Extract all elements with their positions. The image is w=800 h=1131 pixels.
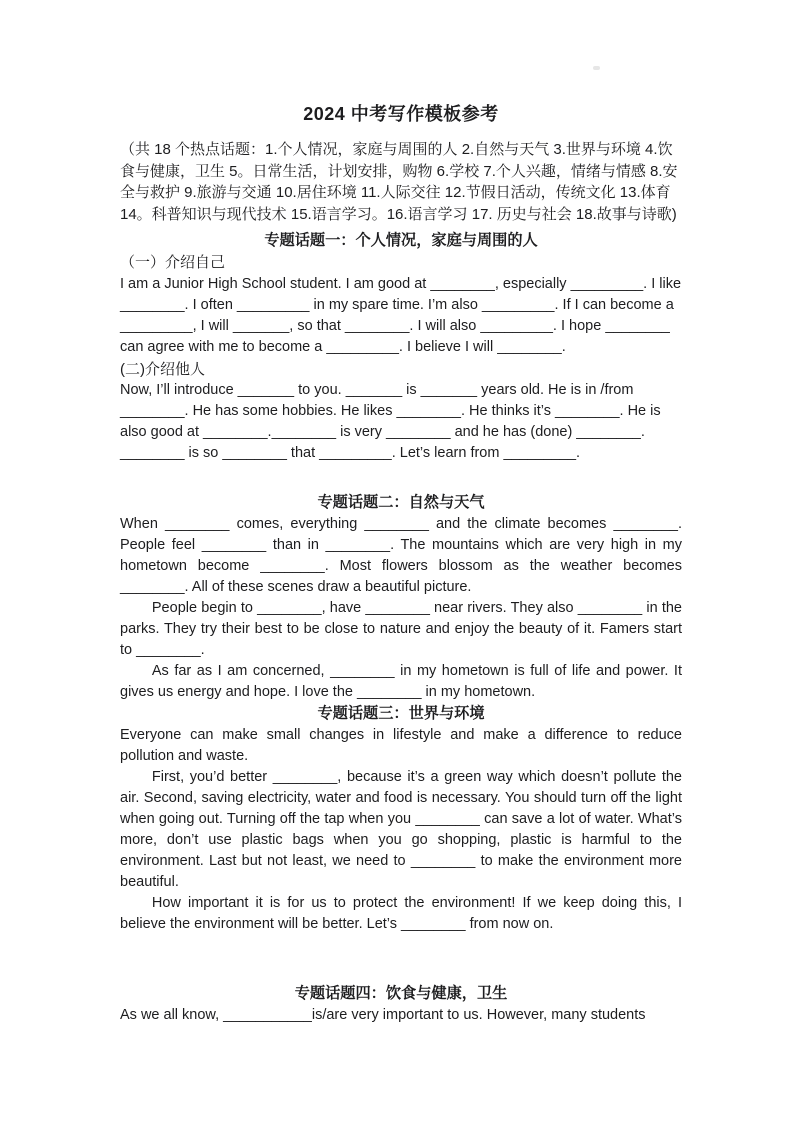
subsection-1-label: （一）介绍自己: [120, 254, 226, 272]
subsection-2-label: (二)介绍他人: [120, 360, 205, 378]
topics-overview-paragraph: （共 18 个热点话题：1.个人情况，家庭与周围的人 2.自然与天气 3.世界与环境 4.饮食与健康，卫生 5。日常生活，计划安排，购物 6.学校 7.个人兴趣，情绪与情感 8.安全与救护 9.旅游与交通 10.居住环境 11.人际交往 12.节假日活动，传统文化 13.体育 14。科普知识与现代技术 15.语言学习。16.语言学习 17. 历史与社会 18.故事与诗歌): [120, 141, 678, 223]
template-paragraph-environment-2: First, you’d better ________, because it’s a green way which doesn’t pollute the air. Second, saving electricity, water and food is necessary. You should turn off the light when going out. Turning off the tap when you ________ can save a lot of water. What’s more, don’t use plastic bags when you go shopping, plastic is harmful to the environment. Last but not least, we need to ________ to make the environment more beautiful.: [120, 769, 682, 891]
document-title: 2024 中考写作模板参考: [303, 104, 499, 124]
template-paragraph-health-1: As we all know, ___________is/are very important to us. However, many students: [120, 1007, 646, 1024]
template-paragraph-weather-2: People begin to ________, have ________ near rivers. They also ________ in the parks. They try their best to be close to nature and enjoy the beauty of it. Famers start to ________.: [120, 600, 682, 659]
template-paragraph-environment-1: Everyone can make small changes in lifestyle and make a difference to reduce pollution and waste.: [120, 727, 682, 765]
section-topic-2: [120, 492, 682, 703]
section-1-heading: 专题话题一：个人情况，家庭与周围的人: [264, 232, 538, 250]
template-paragraph-weather-1: When ________ comes, everything ________ and the climate becomes ________. People feel ________ than in ________. The mountains which are very high in my hometown become ________. Most flowers blossom as the weather becomes ________. All of these scenes draw a beautiful picture.: [120, 516, 682, 596]
section-topic-3: [120, 703, 682, 935]
template-paragraph-intro-self: I am a Junior High School student. I am good at ________, especially _________. I like ________. I often _________ in my spare time. I’m also _________. If I can become a _________, I will _______, so that ________. I will also _________. I hope ________ can agree with me to become a _________. I believe I will ________.: [120, 275, 682, 355]
section-topic-1: [120, 230, 682, 464]
section-4-heading: 专题话题四：饮食与健康，卫生: [294, 985, 508, 1003]
section-topic-4: [120, 983, 682, 1026]
document-content: [120, 100, 682, 1026]
section-2-heading: 专题话题二：自然与天气: [317, 494, 485, 512]
template-paragraph-environment-3: How important it is for us to protect the environment! If we keep doing this, I believe the environment will be better. Let’s ________ from now on.: [120, 895, 682, 933]
smudge-mark: [593, 66, 600, 70]
template-paragraph-intro-others: Now, I’ll introduce _______ to you. _______ is _______ years old. He is in /from ________. He has some hobbies. He likes ________. He thinks it’s ________. He is also good at ________.________ is very ________ and he has (done) ________. ________ is so ________ that _________. Let’s learn from _________.: [120, 382, 661, 462]
template-paragraph-weather-3: As far as I am concerned, ________ in my hometown is full of life and power. It gives us energy and hope. I love the ________ in my hometown.: [120, 663, 682, 701]
section-3-heading: 专题话题三：世界与环境: [317, 705, 485, 723]
